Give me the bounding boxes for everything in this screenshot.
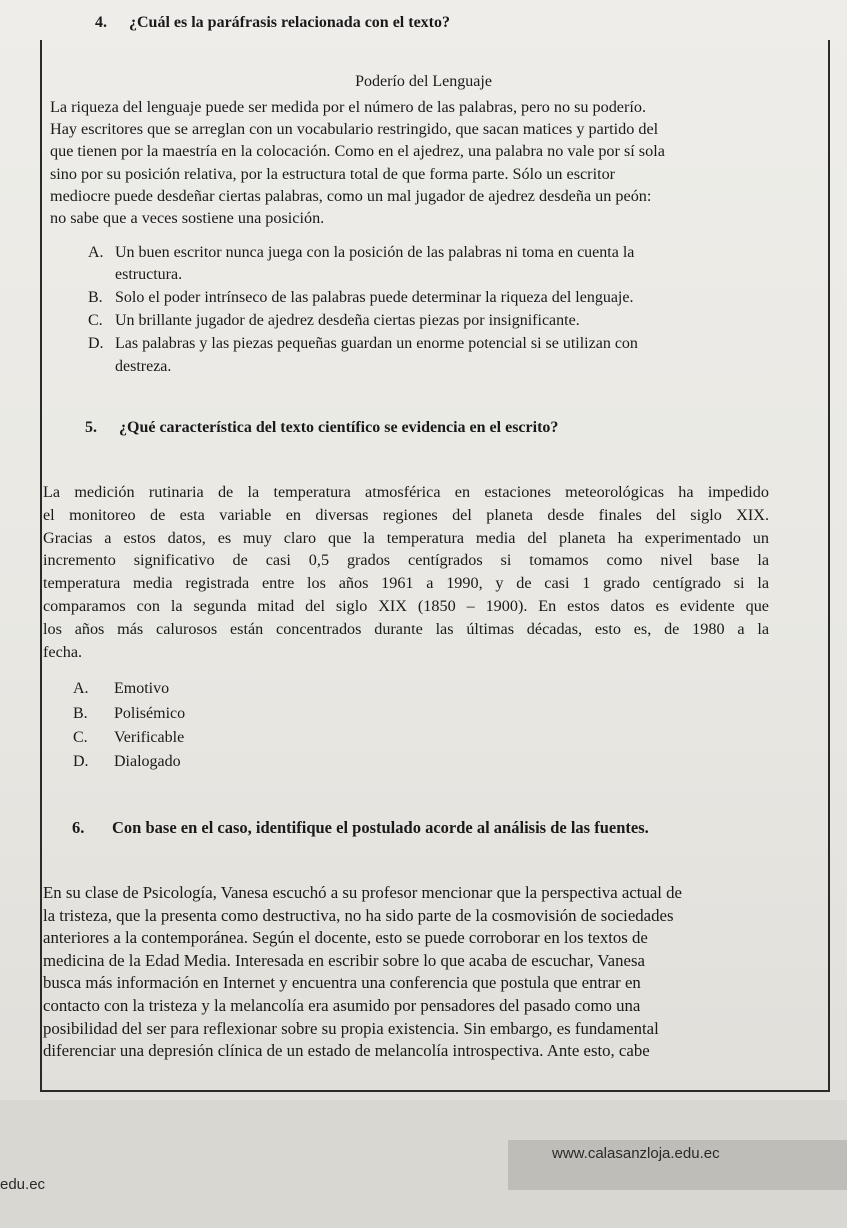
question-number: 6. bbox=[72, 818, 85, 837]
passage-line: sino por su posición relativa, por la estructura total de que forma parte. Sólo un escritor bbox=[50, 164, 616, 183]
option-letter: D. bbox=[88, 335, 104, 352]
option-letter: D. bbox=[73, 753, 89, 770]
passage-line: Gracias a estos datos, es muy claro que la temperatura media del planeta ha experimentado un bbox=[43, 528, 769, 547]
website-url: www.calasanzloja.edu.ec bbox=[552, 1145, 720, 1162]
option-text: Solo el poder intrínseco de las palabras puede determinar la riqueza del lenguaje. bbox=[115, 289, 634, 306]
passage-line: los años más calurosos están concentrados durante las últimas décadas, esto es, de 1980 a la bbox=[43, 619, 769, 638]
passage-line: fecha. bbox=[43, 642, 83, 661]
option-text: Polisémico bbox=[114, 705, 186, 722]
question-number: 5. bbox=[85, 419, 97, 436]
option-text: Emotivo bbox=[114, 680, 170, 697]
passage-line: Hay escritores que se arreglan con un vocabulario restringido, que sacan matices y partido del bbox=[50, 120, 659, 139]
option-text: Un buen escritor nunca juega con la posición de las palabras ni toma en cuenta la bbox=[115, 244, 635, 261]
passage-line: posibilidad del ser para reflexionar sobre su propia existencia. Sin embargo, es fundamental bbox=[43, 1018, 659, 1038]
option-c[interactable] bbox=[88, 310, 580, 332]
option-a[interactable] bbox=[88, 242, 634, 264]
passage-line: medicina de la Edad Media. Interesada en escribir sobre lo que acaba de escuchar, Vanesa bbox=[43, 950, 645, 970]
passage-line: anteriores a la contemporánea. Según el docente, esto se puede corroborar en los textos de bbox=[43, 928, 648, 948]
passage-line: La medición rutinaria de la temperatura atmosférica en estaciones meteorológicas ha impedido bbox=[43, 483, 769, 501]
option-text: Un brillante jugador de ajedrez desdeña ciertas piezas por insignificante. bbox=[115, 312, 580, 329]
question-text: Con base en el caso, identifique el postulado acorde al análisis de las fuentes. bbox=[112, 818, 649, 837]
question-4-heading bbox=[95, 14, 450, 32]
question-number: 4. bbox=[95, 14, 107, 31]
passage-line: busca más información en Internet y encuentra una conferencia que postula que entrar en bbox=[43, 973, 641, 993]
option-b[interactable] bbox=[73, 703, 185, 725]
passage-5 bbox=[43, 481, 769, 663]
passage-line: que tienen por la maestría en la colocación. Como en el ajedrez, una palabra no vale por sí sola bbox=[50, 142, 665, 161]
option-text: Las palabras y las piezas pequeñas guardan un enorme potencial si se utilizan con bbox=[115, 335, 638, 352]
option-letter: A. bbox=[88, 244, 104, 261]
passage-line: el monitoreo de esta variable en diversas regiones del planeta desde finales del siglo XIX. bbox=[43, 505, 769, 524]
passage-line: incremento significativo de casi 0,5 grados centígrados si tomamos como nivel base la bbox=[43, 551, 769, 570]
option-d-continuation: destreza. bbox=[115, 358, 172, 375]
passage-line: temperatura media registrada entre los años 1961 a 1990, y de casi 1 grado centígrado si la bbox=[43, 574, 769, 593]
option-letter: A. bbox=[73, 680, 89, 697]
option-text: Verificable bbox=[114, 729, 185, 746]
question-text: ¿Qué característica del texto científico se evidencia en el escrito? bbox=[119, 419, 559, 436]
option-d[interactable] bbox=[73, 751, 181, 773]
passage-line: En su clase de Psicología, Vanesa escuchó a su profesor mencionar que la perspectiva actual de bbox=[43, 883, 683, 902]
option-text: Dialogado bbox=[114, 753, 181, 770]
passage-line: comparamos con la segunda mitad del siglo XIX (1850 – 1900). En estos datos es evidente que bbox=[43, 596, 769, 615]
option-letter: B. bbox=[88, 289, 103, 306]
passage-line: mediocre puede desdeñar ciertas palabras, como un mal jugador de ajedrez desdeña un peón: bbox=[50, 186, 652, 205]
question-6-heading bbox=[72, 818, 649, 838]
option-a-continuation: estructura. bbox=[115, 266, 183, 283]
option-letter: C. bbox=[73, 729, 88, 746]
passage-line: contacto con la tristeza y la melancolía era asumido por pensadores del pasado como una bbox=[43, 995, 641, 1015]
passage-line: la tristeza, que la presenta como destructiva, no ha sido parte de la cosmovisión de sociedades bbox=[43, 905, 674, 925]
passage-title: Poderío del Lenguaje bbox=[355, 73, 492, 90]
option-b[interactable] bbox=[88, 287, 633, 309]
passage-line: diferenciar una depresión clínica de un estado de melancolía introspectiva. Ante esto, cabe bbox=[43, 1041, 650, 1061]
option-letter: C. bbox=[88, 312, 103, 329]
option-d[interactable] bbox=[88, 333, 638, 355]
option-letter: B. bbox=[73, 705, 88, 722]
question-5-heading bbox=[85, 419, 558, 437]
passage-line: La riqueza del lenguaje puede ser medida por el número de las palabras, pero no su poderío. bbox=[50, 98, 647, 116]
passage-line: no sabe que a veces sostiene una posición. bbox=[50, 209, 325, 228]
option-c[interactable] bbox=[73, 727, 184, 749]
passage-6 bbox=[43, 882, 682, 1063]
website-url-partial: edu.ec bbox=[0, 1176, 46, 1193]
option-a[interactable] bbox=[73, 678, 169, 700]
question-text: ¿Cuál es la paráfrasis relacionada con el texto? bbox=[129, 14, 451, 31]
passage-4 bbox=[50, 96, 665, 229]
